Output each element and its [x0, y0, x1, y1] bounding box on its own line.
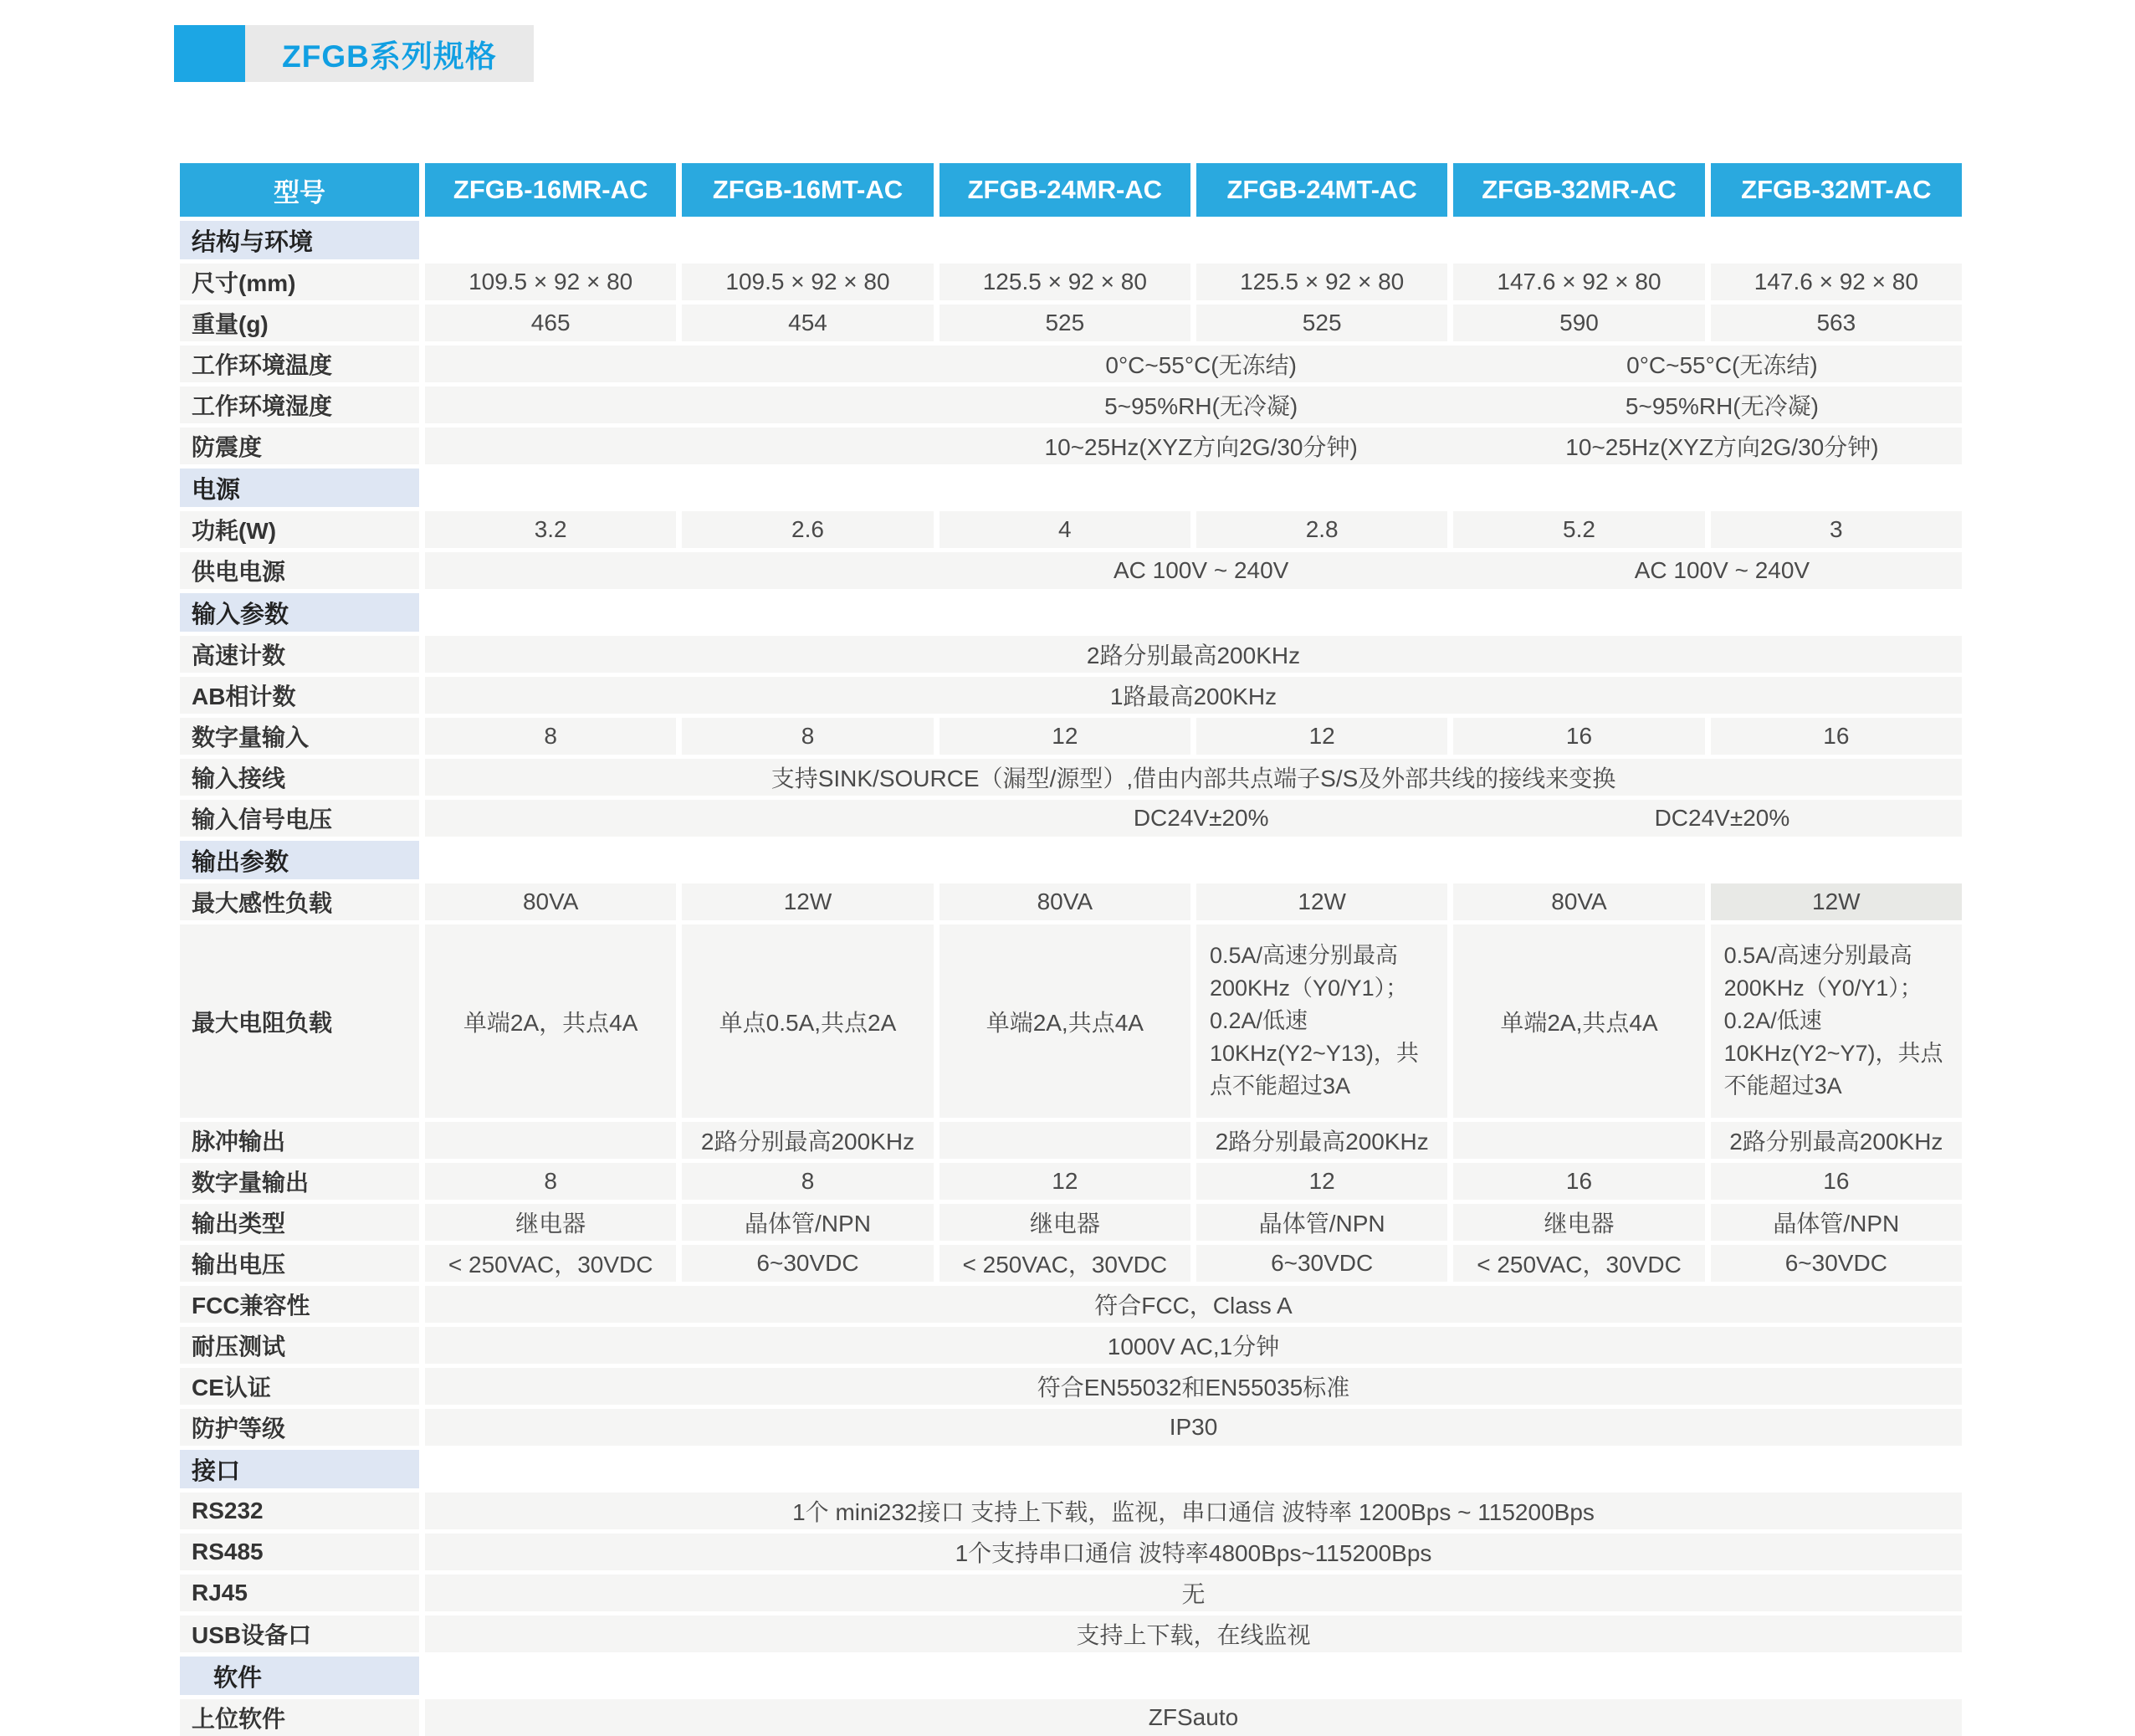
cell-value: 12	[940, 718, 1190, 755]
row-label: 防护等级	[180, 1409, 419, 1446]
model-column-header: ZFGB-16MR-AC	[425, 163, 676, 217]
cell-value: 单端2A,共点4A	[940, 924, 1190, 1118]
cell-value: 12	[1196, 718, 1447, 755]
cell-value: 6~30VDC	[682, 1245, 933, 1282]
cell-value: 80VA	[1453, 883, 1704, 920]
cell-value	[425, 1122, 676, 1159]
section-header: 输入参数	[180, 593, 419, 632]
row-label: 工作环境湿度	[180, 387, 419, 423]
cell-value: 590	[1453, 305, 1704, 341]
cell-value: 2路分别最高200KHz	[1711, 1122, 1962, 1159]
cell-value: 晶体管/NPN	[682, 1204, 933, 1241]
cell-value: 3	[1711, 511, 1962, 548]
row-value-left-group: DC24V±20%	[1133, 805, 1269, 831]
row-value-merged: 2路分别最高200KHz	[425, 636, 1962, 673]
cell-value: 109.5 × 92 × 80	[425, 264, 676, 300]
section-header: 输出参数	[180, 841, 419, 879]
model-column-header: ZFGB-32MR-AC	[1453, 163, 1704, 217]
cell-value: 16	[1711, 1163, 1962, 1200]
row-label: 耐压测试	[180, 1327, 419, 1364]
cell-value: 465	[425, 305, 676, 341]
cell-value	[1453, 1122, 1704, 1159]
section-header: 电源	[180, 469, 419, 507]
row-label: 供电电源	[180, 552, 419, 589]
row-label: CE认证	[180, 1368, 419, 1405]
row-value-right-group: 10~25Hz(XYZ方向2G/30分钟)	[1565, 434, 1879, 460]
cell-value: 125.5 × 92 × 80	[940, 264, 1190, 300]
cell-value: 12W	[682, 883, 933, 920]
row-value-merged: 符合FCC，Class A	[425, 1286, 1962, 1323]
row-label: 上位软件	[180, 1699, 419, 1736]
page-title: ZFGB系列规格	[282, 39, 497, 74]
row-value-right-group: DC24V±20%	[1654, 805, 1790, 831]
cell-value: 8	[682, 718, 933, 755]
row-value-merged: 符合EN55032和EN55035标准	[425, 1368, 1962, 1405]
cell-value: 12W	[1711, 883, 1962, 920]
row-value-merged: 1个 mini232接口 支持上下载，监视，串口通信 波特率 1200Bps ~ 115200Bps	[425, 1493, 1962, 1529]
model-header-cell: 型号	[180, 163, 419, 217]
row-label: 工作环境温度	[180, 346, 419, 382]
page-title-bar	[174, 25, 534, 82]
cell-value: 12	[940, 1163, 1190, 1200]
cell-value: 单端2A,共点4A	[1453, 924, 1704, 1118]
row-value-left-group: 10~25Hz(XYZ方向2G/30分钟)	[1044, 434, 1358, 460]
cell-value: < 250VAC，30VDC	[425, 1245, 676, 1282]
row-label: RS232	[180, 1493, 419, 1529]
cell-value: 3.2	[425, 511, 676, 548]
cell-value: 16	[1453, 718, 1704, 755]
cell-value	[940, 1122, 1190, 1159]
row-value-merged: ZFSauto	[425, 1699, 1962, 1736]
row-value-left-group: 0°C~55°C(无冻结)	[1105, 352, 1297, 378]
model-column-header: ZFGB-24MR-AC	[940, 163, 1190, 217]
row-label: 脉冲输出	[180, 1122, 419, 1159]
cell-value: 12	[1196, 1163, 1447, 1200]
cell-value: 12W	[1196, 883, 1447, 920]
row-value-right-group: AC 100V ~ 240V	[1634, 557, 1810, 583]
row-value-merged-pair	[425, 800, 1962, 837]
row-value-merged-pair	[425, 346, 1962, 382]
cell-value: 晶体管/NPN	[1196, 1204, 1447, 1241]
row-value-merged: 1路最高200KHz	[425, 677, 1962, 714]
row-value-merged-pair	[425, 552, 1962, 589]
row-value-merged: 支持上下载，在线监视	[425, 1616, 1962, 1652]
row-value-merged: 支持SINK/SOURCE（漏型/源型）,借由内部共点端子S/S及外部共线的接线来变换	[425, 759, 1962, 796]
row-label: 输出类型	[180, 1204, 419, 1241]
row-label: FCC兼容性	[180, 1286, 419, 1323]
title-accent-square	[174, 25, 245, 82]
spec-table	[180, 163, 1962, 1736]
cell-value: 2.8	[1196, 511, 1447, 548]
row-label: 输入接线	[180, 759, 419, 796]
row-label: 数字量输入	[180, 718, 419, 755]
cell-value: 6~30VDC	[1196, 1245, 1447, 1282]
row-value-merged-pair	[425, 387, 1962, 423]
row-label: 输入信号电压	[180, 800, 419, 837]
row-value-merged: 1个支持串口通信 波特率4800Bps~115200Bps	[425, 1534, 1962, 1570]
cell-value: 80VA	[940, 883, 1190, 920]
cell-value: 2.6	[682, 511, 933, 548]
section-header: 软件	[180, 1657, 419, 1695]
cell-value: 147.6 × 92 × 80	[1711, 264, 1962, 300]
row-value-right-group: 5~95%RH(无冷凝)	[1625, 393, 1819, 419]
cell-value: 继电器	[425, 1204, 676, 1241]
cell-value: 8	[682, 1163, 933, 1200]
section-header: 接口	[180, 1450, 419, 1488]
cell-value: 单点0.5A,共点2A	[682, 924, 933, 1118]
cell-value: 147.6 × 92 × 80	[1453, 264, 1704, 300]
cell-value: 继电器	[940, 1204, 1190, 1241]
cell-value: 0.5A/高速分别最高200KHz（Y0/Y1）；0.2A/低速10KHz(Y2~Y13)，共点不能超过3A	[1196, 924, 1447, 1118]
row-label: 高速计数	[180, 636, 419, 673]
row-label: RJ45	[180, 1575, 419, 1611]
row-label: 重量(g)	[180, 305, 419, 341]
row-label: 防震度	[180, 428, 419, 464]
row-label: 数字量输出	[180, 1163, 419, 1200]
cell-value: < 250VAC，30VDC	[1453, 1245, 1704, 1282]
cell-value: 16	[1453, 1163, 1704, 1200]
row-label: 最大电阻负载	[180, 924, 419, 1118]
row-value-merged: IP30	[425, 1409, 1962, 1446]
model-column-header: ZFGB-24MT-AC	[1196, 163, 1447, 217]
cell-value: 563	[1711, 305, 1962, 341]
model-column-header: ZFGB-32MT-AC	[1711, 163, 1962, 217]
row-value-merged: 无	[425, 1575, 1962, 1611]
cell-value: 525	[940, 305, 1190, 341]
cell-value: 4	[940, 511, 1190, 548]
cell-value: 5.2	[1453, 511, 1704, 548]
cell-value: < 250VAC，30VDC	[940, 1245, 1190, 1282]
cell-value: 16	[1711, 718, 1962, 755]
row-label: 输出电压	[180, 1245, 419, 1282]
section-header: 结构与环境	[180, 221, 419, 259]
row-value-merged-pair	[425, 428, 1962, 464]
cell-value: 525	[1196, 305, 1447, 341]
cell-value: 80VA	[425, 883, 676, 920]
row-label: 尺寸(mm)	[180, 264, 419, 300]
row-label: RS485	[180, 1534, 419, 1570]
model-column-header: ZFGB-16MT-AC	[682, 163, 933, 217]
row-value-merged: 1000V AC,1分钟	[425, 1327, 1962, 1364]
row-value-right-group: 0°C~55°C(无冻结)	[1626, 352, 1818, 378]
row-value-left-group: AC 100V ~ 240V	[1113, 557, 1289, 583]
row-label: 最大感性负载	[180, 883, 419, 920]
cell-value: 8	[425, 1163, 676, 1200]
row-label: 功耗(W)	[180, 511, 419, 548]
row-label: USB设备口	[180, 1616, 419, 1652]
cell-value: 125.5 × 92 × 80	[1196, 264, 1447, 300]
cell-value: 6~30VDC	[1711, 1245, 1962, 1282]
cell-value: 单端2A，共点4A	[425, 924, 676, 1118]
cell-value: 0.5A/高速分别最高200KHz（Y0/Y1）；0.2A/低速10KHz(Y2~Y7)，共点不能超过3A	[1711, 924, 1962, 1118]
row-label: AB相计数	[180, 677, 419, 714]
cell-value: 继电器	[1453, 1204, 1704, 1241]
cell-value: 454	[682, 305, 933, 341]
row-value-left-group: 5~95%RH(无冷凝)	[1104, 393, 1298, 419]
cell-value: 2路分别最高200KHz	[682, 1122, 933, 1159]
cell-value: 2路分别最高200KHz	[1196, 1122, 1447, 1159]
cell-value: 晶体管/NPN	[1711, 1204, 1962, 1241]
cell-value: 109.5 × 92 × 80	[682, 264, 933, 300]
cell-value: 8	[425, 718, 676, 755]
